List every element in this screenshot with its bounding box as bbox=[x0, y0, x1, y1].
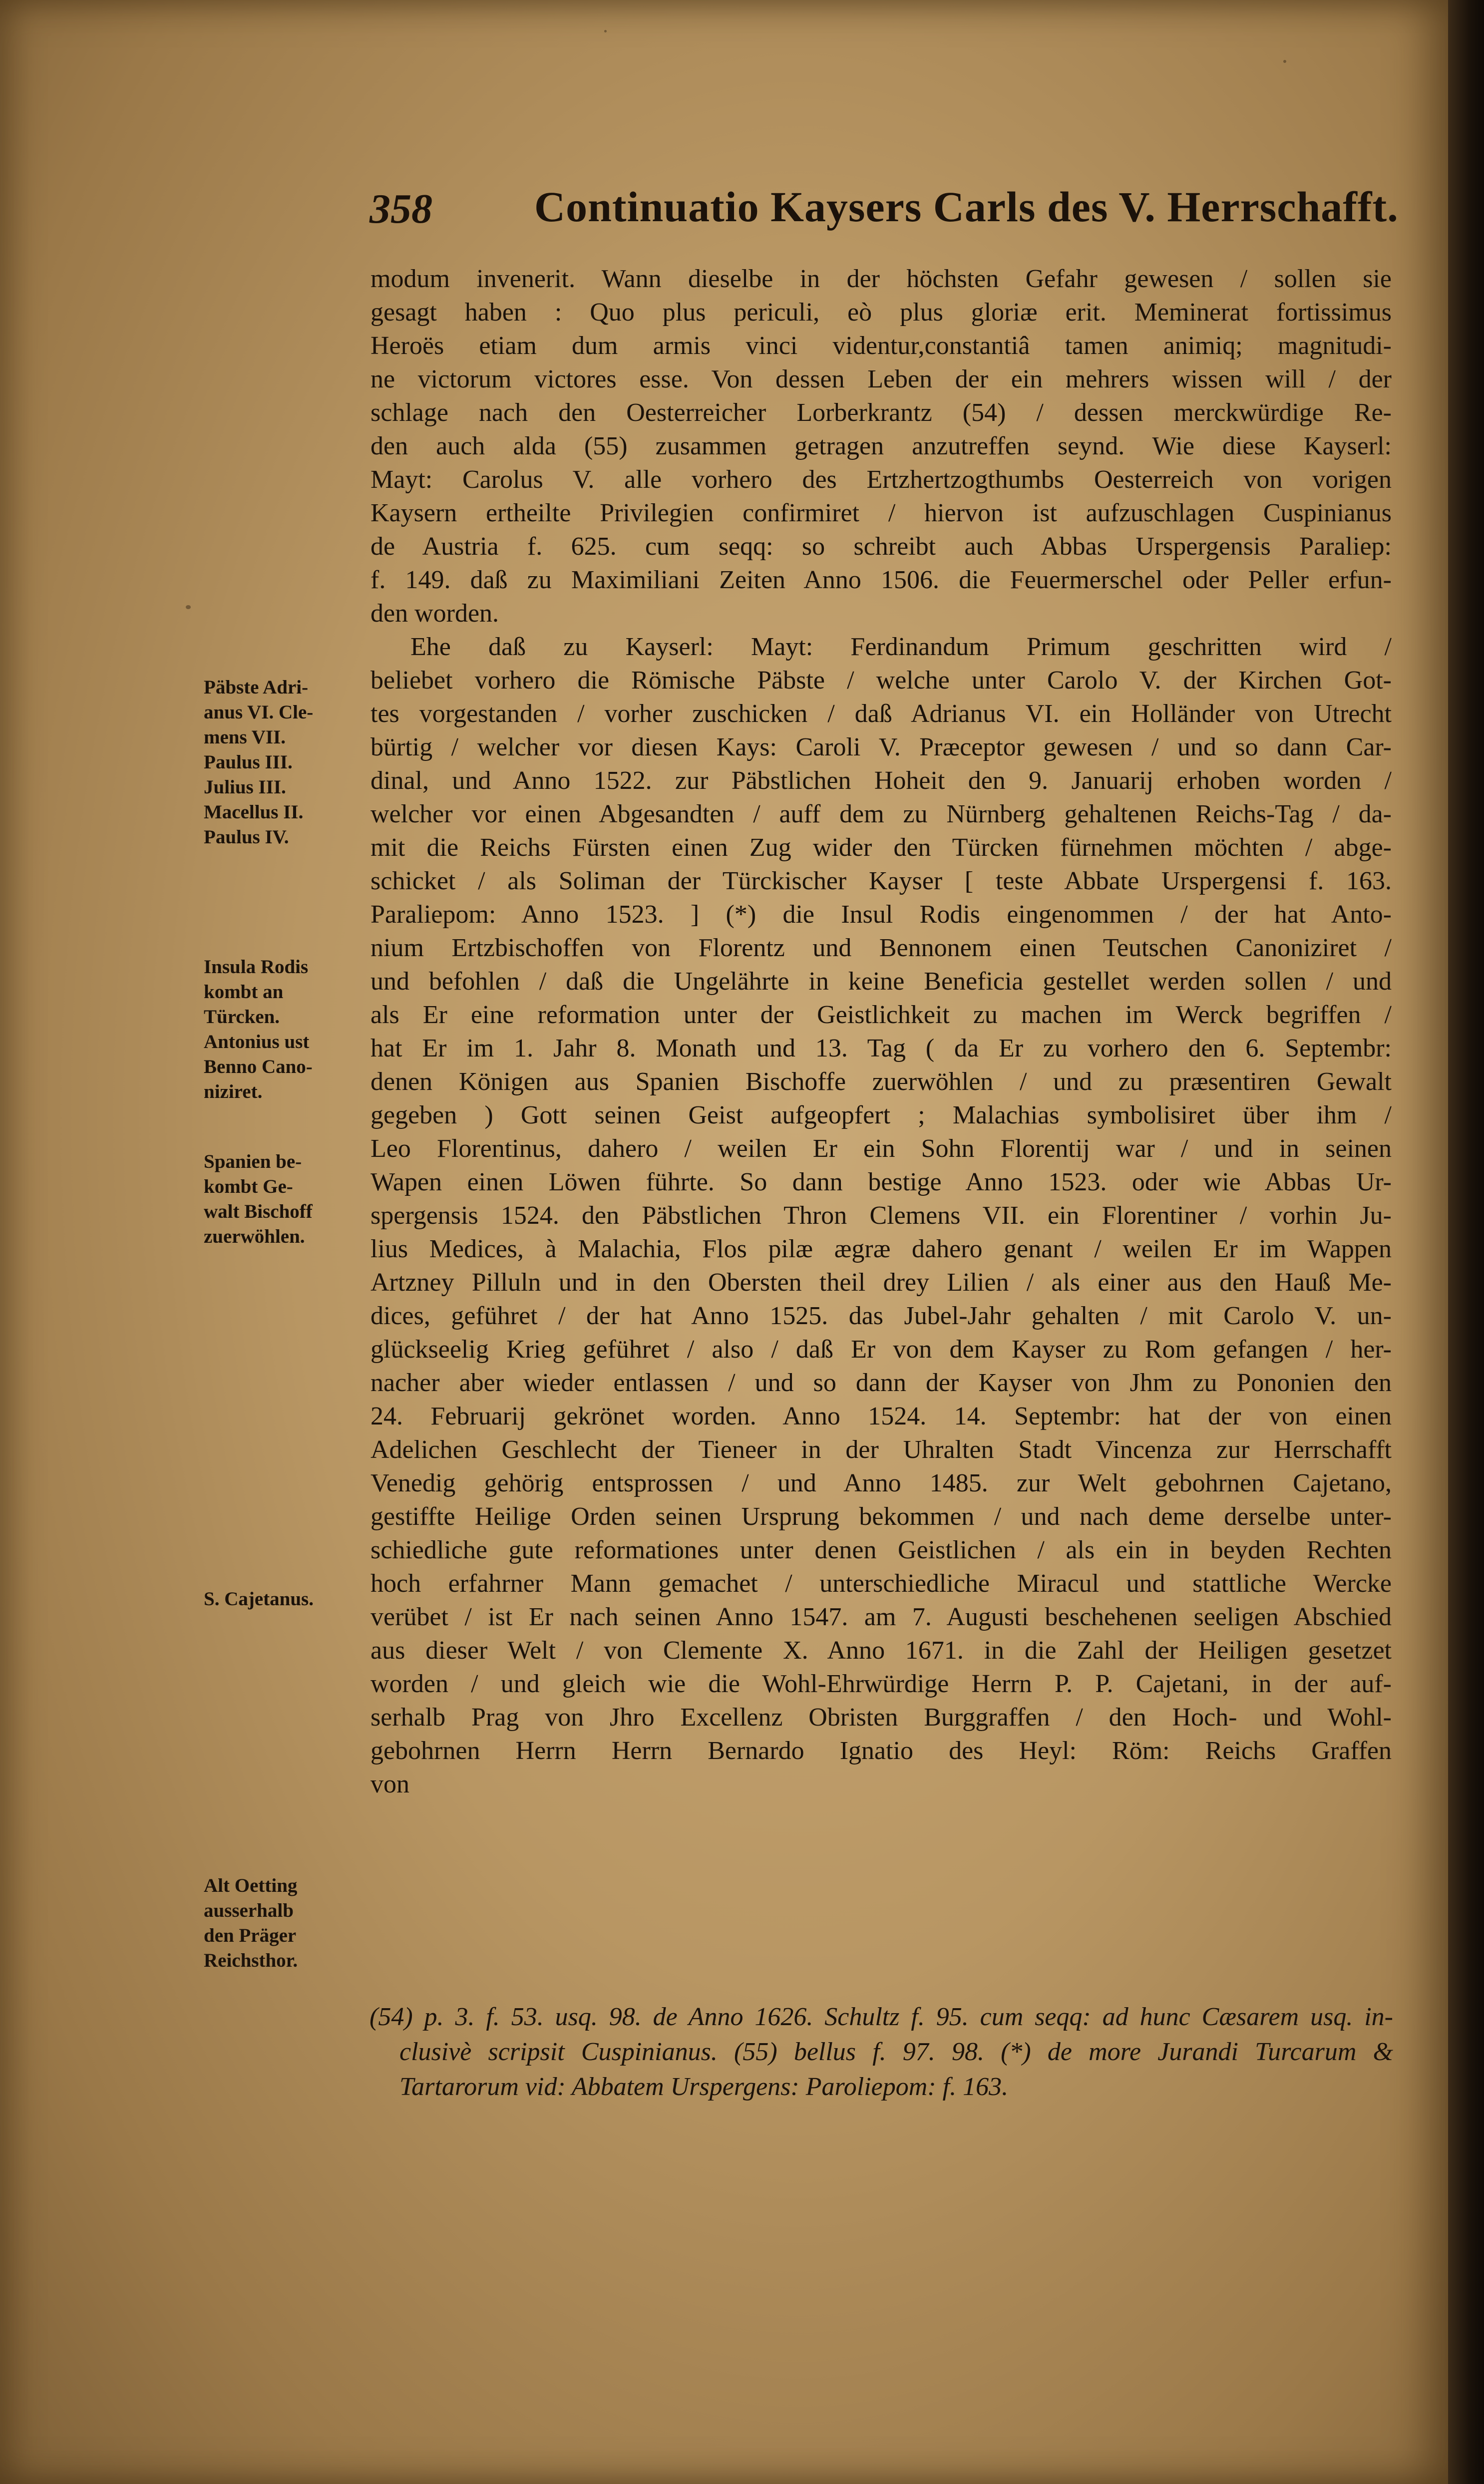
text-line: Wapen einen Löwen führte. So dann bestige Anno 1523. oder wie Abbas Ur- bbox=[371, 1168, 1392, 1196]
text-line: tes vorgestanden / vorher zuschicken / daß Adrianus VI. ein Holländer von Utrecht bbox=[371, 700, 1392, 728]
margin-note-line: niziret. bbox=[204, 1081, 263, 1102]
margin-note-line: Reichsthor. bbox=[204, 1950, 298, 1971]
margin-note-line: Alt Oetting bbox=[204, 1875, 298, 1896]
margin-note-line: ausserhalb bbox=[204, 1900, 294, 1921]
text-line: Venedig gehörig entsprossen / und Anno 1485. zur Welt gebohrnen Cajetano, bbox=[371, 1469, 1392, 1497]
text-line: verübet / ist Er nach seinen Anno 1547. am 7. Augusti beschehenen seeligen Abschied bbox=[371, 1603, 1392, 1631]
margin-note-line: Benno Cano- bbox=[204, 1056, 313, 1077]
text-line: als Er eine reformation unter der Geistlichkeit zu machen im Werck begriffen / bbox=[371, 1001, 1392, 1029]
paper-speck bbox=[604, 30, 607, 32]
text-line: von bbox=[371, 1770, 409, 1798]
text-line: de Austria f. 625. cum seqq: so schreibt auch Abbas Urspergensis Paraliep: bbox=[371, 532, 1392, 561]
text-line: Leo Florentinus, dahero / weilen Er ein Sohn Florentij war / und in seinen bbox=[371, 1134, 1392, 1163]
text-line: 24. Februarij gekrönet worden. Anno 1524. 14. Septembr: hat der von einen bbox=[371, 1402, 1392, 1430]
text-line: Ehe daß zu Kayserl: Mayt: Ferdinandum Primum geschritten wird / bbox=[410, 633, 1392, 661]
margin-note-line: kombt an bbox=[204, 981, 284, 1003]
page-number: 358 bbox=[370, 186, 432, 232]
margin-note-line: Insula Rodis bbox=[204, 956, 309, 978]
text-line: gesagt haben : Quo plus periculi, eò plus gloriæ erit. Meminerat fortissimus bbox=[371, 298, 1392, 327]
margin-note-line: Paulus III. bbox=[204, 751, 293, 773]
text-line: dices, geführet / der hat Anno 1525. das Jubel-Jahr gehalten / mit Carolo V. un- bbox=[371, 1302, 1392, 1330]
margin-note-line: kombt Ge- bbox=[204, 1176, 293, 1197]
text-line: lius Medices, à Malachia, Flos pilæ ægræ dahero genant / weilen Er im Wappen bbox=[371, 1235, 1392, 1263]
margin-note-line: Päbste Adri- bbox=[204, 677, 309, 698]
margin-note-line: den Präger bbox=[204, 1925, 297, 1946]
text-line: gestiffte Heilige Orden seinen Ursprung bekommen / und nach deme derselbe unter- bbox=[371, 1502, 1392, 1531]
text-line: welcher vor einen Abgesandten / auff dem zu Nürnberg gehaltenen Reichs-Tag / da- bbox=[371, 800, 1392, 828]
margin-note-popes bbox=[204, 675, 354, 850]
text-line: beliebet vorhero die Römische Päbste / welche unter Carolo V. der Kirchen Got- bbox=[371, 666, 1392, 695]
text-line: Heroës etiam dum armis vinci videntur,constantiâ tamen animiq; magnitudi- bbox=[371, 332, 1392, 360]
margin-note-line: mens VII. bbox=[204, 726, 286, 748]
footnote-line: clusivè scripsit Cuspinianus. (55) bellus f. 97. 98. (*) de more Jurandi Turcarum & bbox=[399, 2038, 1393, 2066]
margin-note-line: Macellus II. bbox=[204, 801, 304, 823]
running-title: Continuatio Kaysers Carls des V. Herrschafft. bbox=[534, 183, 1399, 231]
margin-note-line: Paulus IV. bbox=[204, 826, 289, 848]
text-line: schiedliche gute reformationes unter denen Geistlichen / als ein in beyden Rechten bbox=[371, 1536, 1392, 1564]
text-line: nium Ertzbischoffen von Florentz und Bennonem einen Teutschen Canoniziret / bbox=[371, 934, 1392, 962]
text-line: dinal, und Anno 1522. zur Päbstlichen Hoheit den 9. Januarij erhoben worden / bbox=[371, 766, 1392, 795]
catchword bbox=[371, 1801, 1392, 1834]
text-line: denen Königen aus Spanien Bischoffe zuerwöhlen / und zu præsentiren Gewalt bbox=[371, 1067, 1392, 1096]
text-line: aus dieser Welt / von Clemente X. Anno 1671. in die Zahl der Heiligen gesetzet bbox=[371, 1636, 1392, 1665]
margin-note-cajetanus bbox=[204, 1587, 354, 1612]
footnote-line: (54) p. 3. f. 53. usq. 98. de Anno 1626. Schultz f. 95. cum seqq: ad hunc Cæsarem usq. in- bbox=[370, 2003, 1393, 2031]
text-line: serhalb Prag von Jhro Excellenz Obristen Burggraffen / den Hoch- und Wohl- bbox=[371, 1703, 1392, 1732]
text-line: modum invenerit. Wann dieselbe in der höchsten Gefahr gewesen / sollen sie bbox=[371, 265, 1392, 293]
margin-note-alt-oetting bbox=[204, 1873, 354, 1973]
margin-note-line: walt Bischoff bbox=[204, 1201, 313, 1222]
margin-note-line: Türcken. bbox=[204, 1006, 280, 1028]
text-line: den worden. bbox=[371, 599, 499, 628]
page-header bbox=[370, 175, 1399, 235]
text-line: Artzney Pilluln und in den Obersten theil drey Lilien / als einer aus den Hauß Me- bbox=[371, 1268, 1392, 1297]
margin-note-line: zuerwöhlen. bbox=[204, 1226, 305, 1247]
margin-note-line: anus VI. Cle- bbox=[204, 702, 314, 723]
main-text bbox=[371, 262, 1392, 1834]
text-line: hat Er im 1. Jahr 8. Monath und 13. Tag ( da Er zu vorhero den 6. Septembr: bbox=[371, 1034, 1392, 1063]
footnote-line: Tartarorum vid: Abbatem Urspergens: Paroliepom: f. 163. bbox=[399, 2073, 1009, 2101]
text-line: Adelichen Geschlecht der Tieneer in der Uhralten Stadt Vincenza zur Herrschafft bbox=[371, 1435, 1392, 1464]
text-line: spergensis 1524. den Päbstlichen Thron Clemens VII. ein Florentiner / vorhin Ju- bbox=[371, 1201, 1392, 1230]
text-line: ne victorum victores esse. Von dessen Leben der ein mehrers wissen will / der bbox=[371, 365, 1392, 393]
text-line: hoch erfahrner Mann gemachet / unterschiedliche Miracul und stattliche Wercke bbox=[371, 1569, 1392, 1598]
margin-note-line: Julius III. bbox=[204, 776, 286, 798]
text-line: schlage nach den Oesterreicher Lorberkrantz (54) / dessen merckwürdige Re- bbox=[371, 398, 1392, 427]
margin-note-line: Antonius ust bbox=[204, 1031, 310, 1053]
text-line: mit die Reichs Fürsten einen Zug wider den Türcken fürnehmen möchten / abge- bbox=[371, 833, 1392, 862]
text-line: den auch alda (55) zusammen getragen anzutreffen seynd. Wie diese Kayserl: bbox=[371, 432, 1392, 460]
footnotes bbox=[370, 2000, 1393, 2105]
text-line: schicket / als Soliman der Türckischer Kayser [ teste Abbate Urspergensi f. 163. bbox=[371, 867, 1392, 895]
margin-note-line: S. Cajetanus. bbox=[204, 1588, 314, 1610]
text-line: worden / und gleich wie die Wohl-Ehrwürdige Herrn P. P. Cajetani, in der auf- bbox=[371, 1670, 1392, 1698]
text-line: gegeben ) Gott seinen Geist aufgeopfert ; Malachias symbolisiret über ihm / bbox=[371, 1101, 1392, 1129]
text-line: nacher aber wieder entlassen / und so dann der Kayser von Jhm zu Pononien den bbox=[371, 1369, 1392, 1397]
book-gutter-edge bbox=[1448, 0, 1484, 2484]
paper-speck bbox=[1283, 60, 1286, 63]
text-line: bürtig / welcher vor diesen Kays: Caroli V. Præceptor gewesen / und so dann Car- bbox=[371, 733, 1392, 761]
paper-speck bbox=[186, 605, 191, 609]
text-line: Kaysern ertheilte Privilegien confirmiret / hiervon ist aufzuschlagen Cuspinianus bbox=[371, 499, 1392, 527]
text-line: Mayt: Carolus V. alle vorhero des Ertzhertzogthumbs Oesterreich von vorigen bbox=[371, 465, 1392, 494]
text-line: glückseelig Krieg geführet / also / daß Er von dem Kayser zu Rom gefangen / her- bbox=[371, 1335, 1392, 1364]
text-line: und befohlen / daß die Ungelährte in keine Beneficia gestellet werden sollen / und bbox=[371, 967, 1392, 996]
margin-note-rhodes bbox=[204, 955, 354, 1104]
margin-note-line: Spanien be- bbox=[204, 1151, 302, 1172]
text-line: gebohrnen Herrn Herrn Bernardo Ignatio des Heyl: Röm: Reichs Graffen bbox=[371, 1737, 1392, 1765]
text-line: f. 149. daß zu Maximiliani Zeiten Anno 1506. die Feuermerschel oder Peller erfun- bbox=[371, 566, 1392, 594]
margin-note-spain bbox=[204, 1149, 354, 1249]
text-line: Paraliepom: Anno 1523. ] (*) die Insul Rodis eingenommen / der hat Anto- bbox=[371, 900, 1392, 929]
